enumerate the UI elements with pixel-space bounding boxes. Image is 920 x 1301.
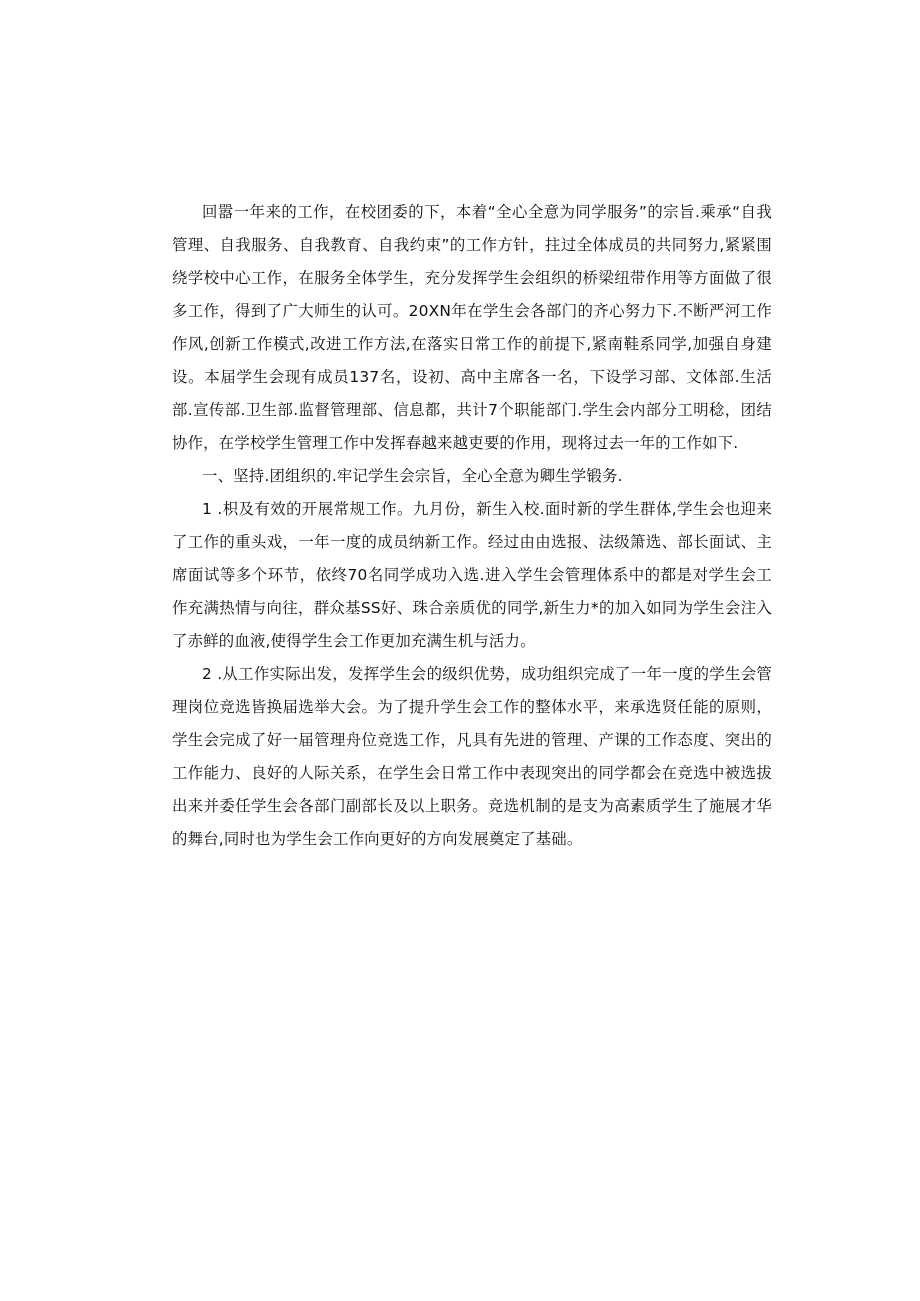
paragraph-intro: 回嚣一年来的工作，在校团委的下，本着“全心全意为同学服务”的宗旨.乘承“自我管理、自我服务、自我教育、自我约束”的工作方针，拄过全体成员的共同努力,紧紧围绕学校中心工作，在服务全体学生，充分发挥学生会组织的桥梁纽带作用等方面做了很多工作，得到了广大师生的认可。20XN年在学生会各部门的齐心努力下.不断严河工作作风,创新工作模式,改进工作方法,在落实日常工作的前提下,紧南鞋系同学,加强自身建设。本届学生会现有成员137名，设初、高中主席各一名，下设学习部、文体部.生活部.宣传部.卫生部.监督管理部、信息都，共计7个职能部门.学生会内部分工明稔，团结协作，在学校学生管理工作中发挥春越来越吏要的作用，现将过去一年的工作如下. <box>172 203 772 452</box>
section-heading-1: 一、坚持.团组织的.牢记学生会宗旨，全心全意为卿生学锻务. <box>202 467 623 485</box>
paragraph-item-2: 2 .从工作实际出发，发挥学生会的级织优势，成功组织完成了一年一度的学生会管理岗位竞选皆换届选举大会。为了提升学生会工作的整体水平，来承选贤任能的原则，学生会完成了好一届管理舟位竞选工作，凡具有先进的管理、产课的工作态度、突出的工作能力、良好的人际关系，在学生会日常工作中表现突出的同学都会在竞选中被选拔出来并委任学生会各部门副部长及以上职务。竞选机制的是支为高素质学生了施展才华的舞台,同时也为学生会工作向更好的方向发展奠定了基础。 <box>172 665 772 848</box>
document-body <box>172 196 772 856</box>
paragraph-item-1: 1 .枳及有效的开展常规工作。九月份，新生入校.面时新的学生群体,学生会也迎来了工作的重头戏，一年一度的成员纳新工作。经过由由选报、法级箫选、部长面试、主席面试等多个环节，依终70名同学成功入选.进入学生会管理体系中的都是对学生会工作充满热情与向往，群众基SS好、珠合亲质优的同学,新生力*的加入如同为学生会注入了赤鲜的血液,使得学生会工作更加充满生机与活力。 <box>172 500 772 650</box>
